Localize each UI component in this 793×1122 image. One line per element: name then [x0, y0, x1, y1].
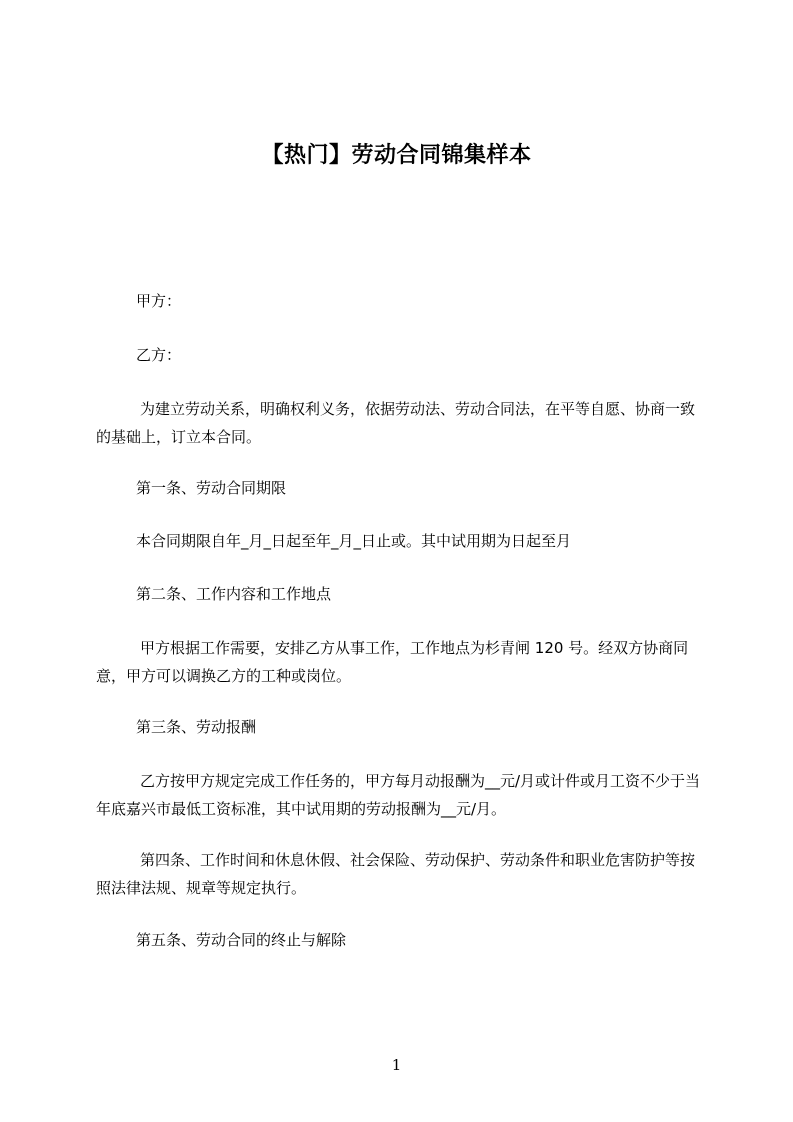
article-5-heading: 第五条、劳动合同的终止与解除 — [136, 931, 347, 949]
article-2-body: 甲方根据工作需要，安排乙方从事工作，工作地点为杉青闸 120 号。经双方协商同意，甲方可以调换乙方的工种或岗位。 — [96, 639, 689, 685]
preamble-paragraph: 为建立劳动关系，明确权利义务，依据劳动法、劳动合同法，在平等自愿、协商一致的基础上，订立本合同。 — [96, 400, 696, 446]
article-1-heading: 第一条、劳动合同期限 — [136, 479, 287, 497]
article-3-body: 乙方按甲方规定完成工作任务的，甲方每月动报酬为__元/月或计件或月工资不少于当年底嘉兴市最低工资标准，其中试用期的劳动报酬为__元/月。 — [96, 772, 701, 818]
party-a-line: 甲方： — [136, 292, 182, 310]
article-1-body: 本合同期限自年_月_日起至年_月_日止或。其中试用期为日起至月 — [136, 532, 572, 550]
document-title: 【热门】劳动合同锦集样本 — [261, 143, 532, 168]
party-b-line: 乙方： — [136, 346, 182, 364]
article-2-heading: 第二条、工作内容和工作地点 — [136, 585, 332, 603]
page-number: 1 — [391, 1056, 402, 1074]
article-4-paragraph: 第四条、工作时间和休息休假、社会保险、劳动保护、劳动条件和职业危害防护等按照法律法规、规章等规定执行。 — [96, 851, 696, 897]
article-3-heading: 第三条、劳动报酬 — [136, 718, 257, 736]
